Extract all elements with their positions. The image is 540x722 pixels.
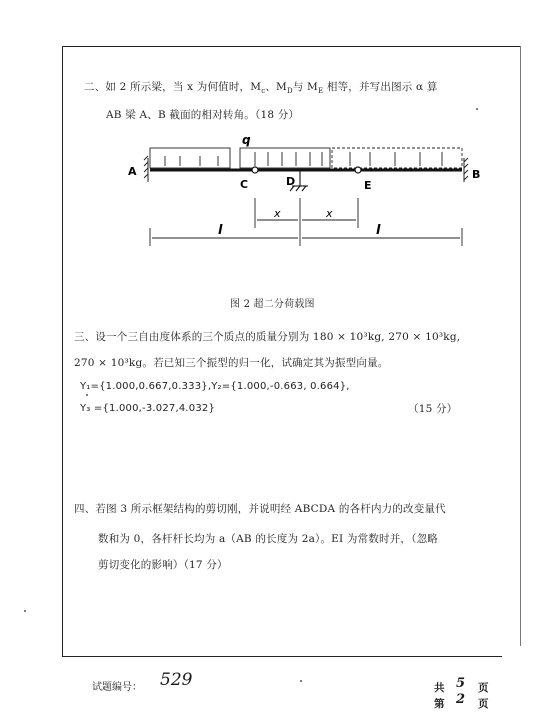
- q4-line2: 数和为 0，各杆杆长均为 a（AB 的长度为 2a）。EI 为常数时并，（忽略: [98, 533, 438, 545]
- dim-x-right: x: [326, 207, 333, 220]
- page-number-value: 2: [456, 692, 466, 707]
- q4-line3: 剪切变化的影响）（17 分）: [98, 559, 228, 571]
- dim-l-left: l: [218, 223, 223, 238]
- fixed-support-left: [144, 156, 148, 182]
- distributed-load-right: [332, 148, 462, 168]
- q3-vector-2: Y₃ ={1.000,-3.027,4.032}: [80, 403, 216, 414]
- scan-speck: [24, 610, 26, 612]
- label-d: D: [286, 175, 296, 188]
- scan-speck: [300, 680, 302, 682]
- label-a: A: [128, 165, 137, 178]
- dim-x-left: x: [274, 207, 281, 220]
- page-number-label-1: 第: [434, 698, 445, 710]
- label-c: C: [240, 178, 249, 191]
- distributed-load-center: [240, 148, 330, 168]
- total-pages-label-1: 共: [434, 682, 445, 694]
- scan-speck: [476, 108, 478, 110]
- page-number-label-2: 页: [478, 698, 489, 710]
- beam-figure: [120, 128, 500, 258]
- hinge-e: [355, 167, 361, 173]
- total-pages-label-2: 页: [478, 682, 489, 694]
- dim-l-right: l: [376, 223, 381, 238]
- scan-speck: [86, 394, 88, 396]
- load-label: q: [242, 133, 251, 147]
- sheet-border-bottom: [62, 656, 502, 657]
- label-b: B: [472, 168, 481, 181]
- q3-points: （15 分）: [408, 403, 458, 415]
- distributed-load-left: [150, 148, 230, 168]
- q2-line1: 二、如 2 所示梁，当 x 为何值时，$M_c$、$M_D$与 $M_E$ 相等，并写出图示 α 算: [84, 81, 438, 96]
- exam-code-label: 试题编号：: [92, 682, 142, 693]
- q3-vector-1: Y₁={1.000,0.667,0.333},Y₂={1.000,-0.663, 0.664},: [80, 381, 350, 392]
- dimension-x: [255, 198, 358, 246]
- total-pages-value: 5: [456, 676, 466, 691]
- dimension-l: [150, 228, 462, 246]
- sheet-border-top: [62, 46, 520, 47]
- q3-line2: 270 × 10³kg。若已知三个振型的归一化，试确定其为振型向量。: [74, 357, 389, 369]
- sheet-border-left: [62, 46, 63, 656]
- exam-code-value: 529: [160, 670, 193, 690]
- sheet-border-right: [520, 46, 521, 646]
- figure-caption: 图 2 超二分荷载图: [230, 299, 315, 310]
- q3-line1: 三、设一个三自由度体系的三个质点的质量分别为 180 × 10³kg, 270 × 10³kg,: [74, 331, 461, 343]
- label-e: E: [364, 179, 372, 192]
- q2-line2: AB 梁 A、B 截面的相对转角。（18 分）: [106, 109, 300, 121]
- hinge-c: [252, 167, 258, 173]
- fixed-support-right: [464, 158, 468, 182]
- q4-line1: 四、若图 3 所示框架结构的剪切刚，并说明经 ABCDA 的各杆内力的改变量代: [74, 503, 446, 515]
